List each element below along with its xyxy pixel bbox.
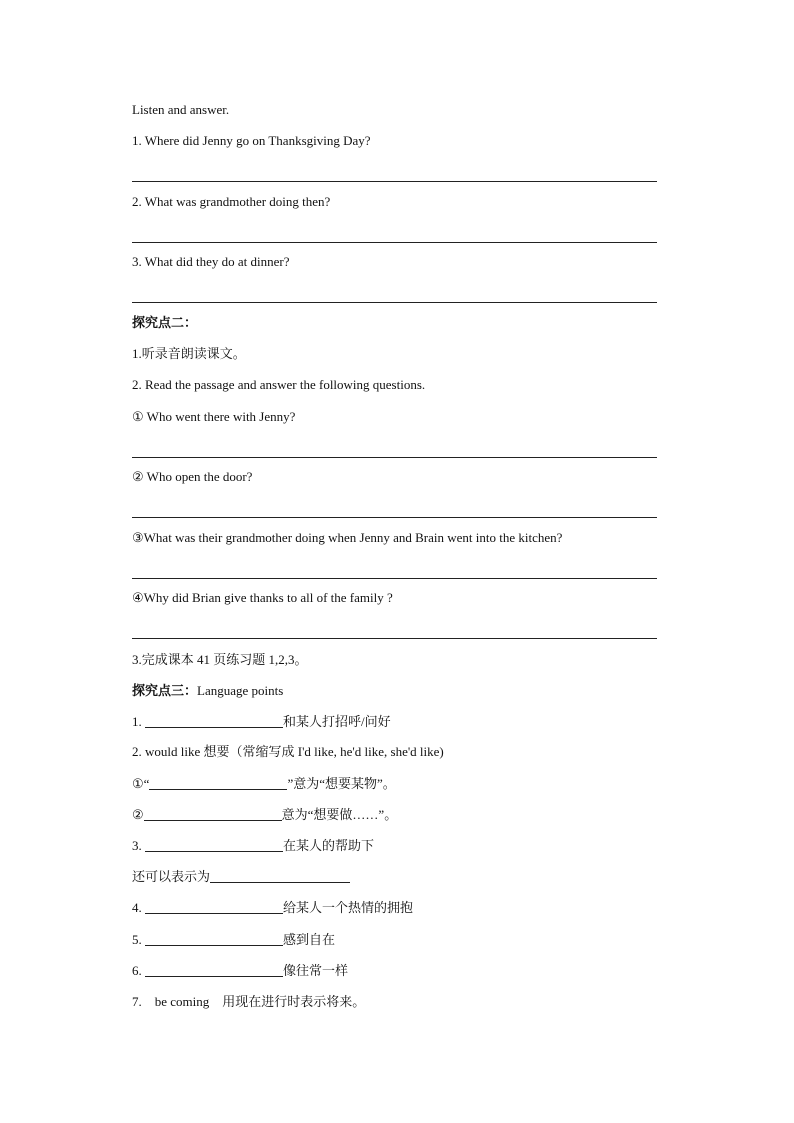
- task-read-answer: 2. Read the passage and answer the following questions.: [132, 377, 426, 392]
- section-heading-2: 探究点二：: [132, 315, 198, 330]
- point-prefix: 还可以表示为: [132, 869, 211, 884]
- sub-question-3: ③What was their grandmother doing when Jenny and Brain went into the kitchen?: [132, 530, 563, 545]
- point-prefix: ①“: [132, 776, 150, 791]
- point-number: 5.: [132, 932, 145, 947]
- answer-line-5[interactable]: [132, 517, 657, 518]
- answer-line-2[interactable]: [132, 242, 657, 243]
- language-point-6: [132, 963, 348, 979]
- point-meaning: 在某人的帮助下: [283, 838, 375, 853]
- fill-blank-4[interactable]: [145, 900, 283, 914]
- answer-line-6[interactable]: [132, 578, 657, 579]
- point-meaning: 意为“想要做……”。: [281, 807, 398, 822]
- answer-line-1[interactable]: [132, 181, 657, 182]
- language-point-7: 7. be coming 用现在进行时表示将来。: [132, 994, 366, 1009]
- question-1: 1. Where did Jenny go on Thanksgiving Day?: [132, 133, 371, 148]
- point-number: 4.: [132, 900, 145, 915]
- language-point-2: 2. would like 想要（常缩写成 I'd like, he'd like, she'd like): [132, 744, 444, 759]
- fill-blank-3[interactable]: [145, 838, 283, 852]
- fill-blank-2a[interactable]: [149, 776, 287, 790]
- point-meaning: 像往常一样: [283, 963, 349, 978]
- instruction-text: Listen and answer.: [132, 102, 230, 117]
- sub-question-4: ④Why did Brian give thanks to all of the family ?: [132, 590, 393, 605]
- point-prefix: ②: [132, 807, 144, 822]
- fill-blank-5[interactable]: [145, 932, 283, 946]
- point-meaning: 给某人一个热情的拥抱: [283, 900, 414, 915]
- point-number: 6.: [132, 963, 145, 978]
- language-point-2a: [132, 776, 396, 792]
- point-meaning: ”意为“想要某物”。: [287, 776, 396, 791]
- question-3: 3. What did they do at dinner?: [132, 254, 290, 269]
- point-meaning: 感到自在: [283, 932, 336, 947]
- answer-line-3[interactable]: [132, 302, 657, 303]
- language-point-2b: [132, 807, 397, 823]
- section-heading-3-label: 探究点三：: [132, 683, 198, 698]
- answer-line-7[interactable]: [132, 638, 657, 639]
- language-point-3-alt: [132, 869, 350, 885]
- sub-question-2: ② Who open the door?: [132, 469, 253, 484]
- question-2: 2. What was grandmother doing then?: [132, 194, 331, 209]
- language-point-1: [132, 714, 391, 730]
- section-heading-3-suffix: Language points: [197, 683, 284, 698]
- point-meaning: 和某人打招呼/问好: [283, 714, 391, 729]
- fill-blank-3-alt[interactable]: [210, 869, 350, 883]
- answer-line-4[interactable]: [132, 457, 657, 458]
- language-point-3: [132, 838, 374, 854]
- point-number: 3.: [132, 838, 145, 853]
- language-point-5: [132, 932, 335, 948]
- point-number: 1.: [132, 714, 145, 729]
- task-exercises: 3.完成课本 41 页练习题 1,2,3。: [132, 652, 308, 667]
- task-listen-read: 1.听录音朗读课文。: [132, 346, 246, 361]
- sub-question-1: ① Who went there with Jenny?: [132, 409, 296, 424]
- section-heading-3: [132, 683, 283, 699]
- language-point-4: [132, 900, 413, 916]
- fill-blank-6[interactable]: [145, 963, 283, 977]
- fill-blank-1[interactable]: [145, 714, 283, 728]
- fill-blank-2b[interactable]: [144, 807, 282, 821]
